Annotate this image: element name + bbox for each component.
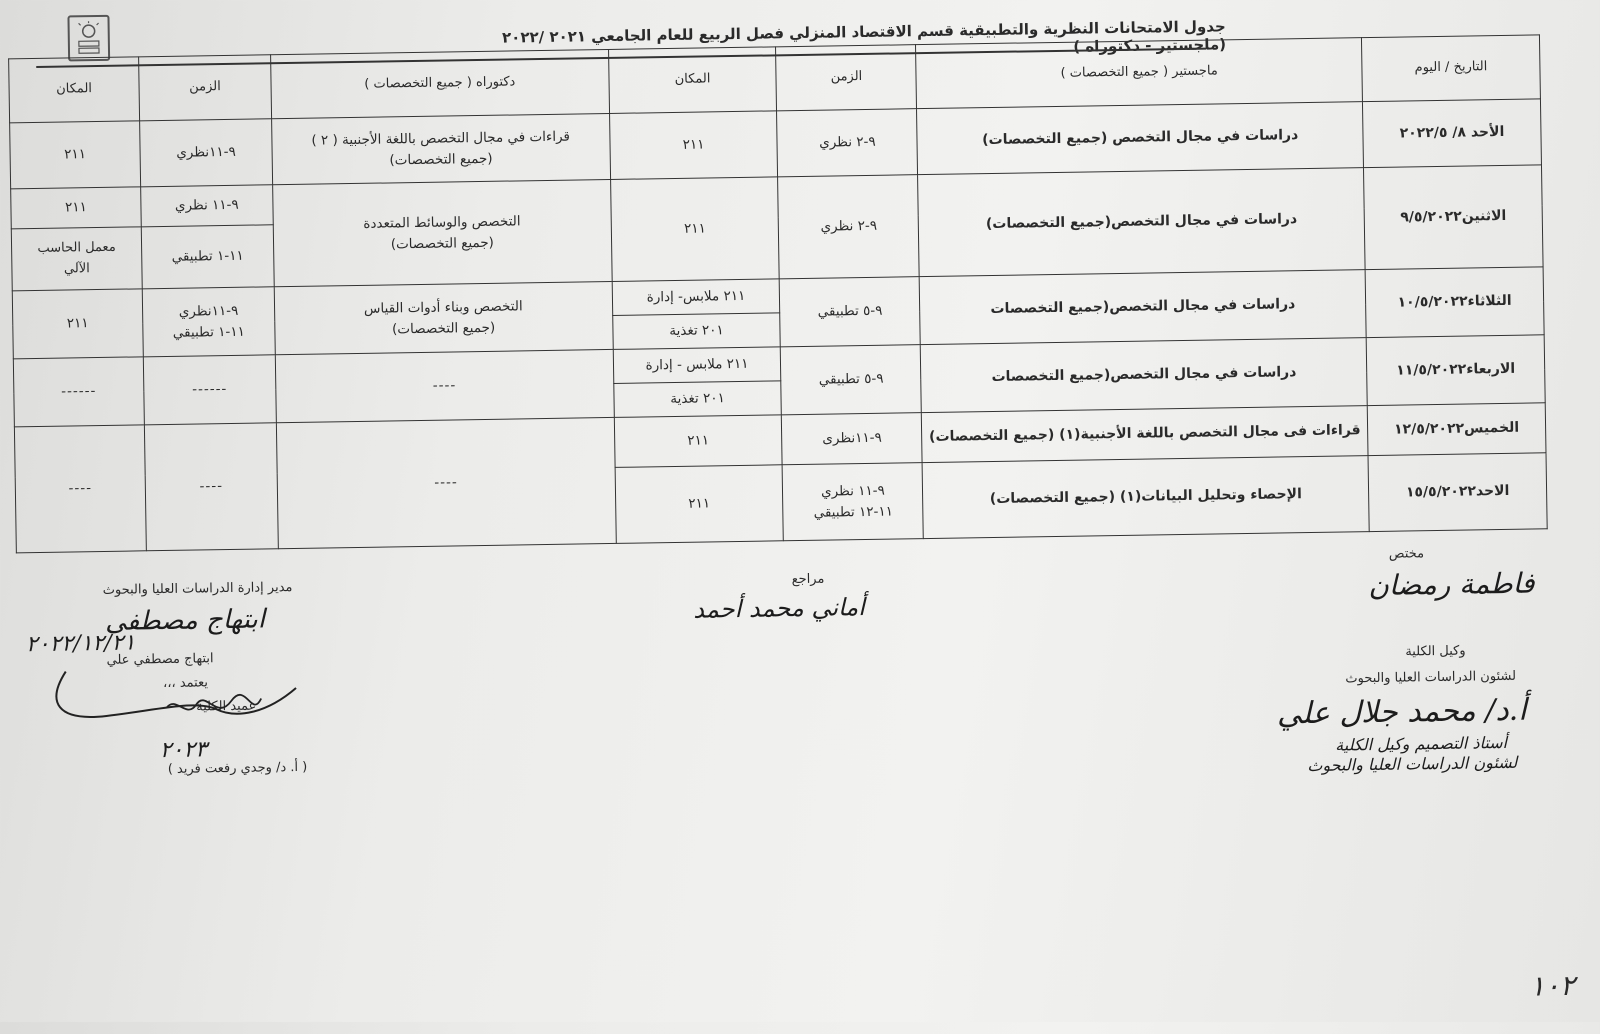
doctorate-course bbox=[274, 281, 613, 354]
masters-time: ٩-٥ تطبيقي bbox=[781, 345, 922, 415]
masters-place: ٢١١ bbox=[615, 465, 784, 544]
director-signature: ابتهاج مصطفى bbox=[105, 604, 265, 637]
masters-time bbox=[783, 463, 924, 541]
header-doctorate-time: الزمن bbox=[139, 55, 272, 121]
document-title: جدول الامتحانات النظرية والتطبيقية قسم الاقتصاد المنزلي فصل الربيع للعام الجامعي ٢٠٢١ /٢٠٢٢ (ماجستير - دكتوراه ) bbox=[496, 17, 1226, 64]
dean-name: ( أ. د/ وجدي رفعت فريد ) bbox=[168, 760, 308, 777]
director-date: ٢٠٢٢/١٢/٢١ bbox=[26, 630, 136, 657]
masters-course: دراسات في مجال التخصص (جميع التخصصات) bbox=[917, 102, 1364, 175]
doctorate-course-line: (جميع التخصصات) bbox=[279, 316, 608, 342]
university-logo-icon bbox=[67, 15, 110, 62]
header-date-day: التاريخ / اليوم bbox=[1361, 35, 1540, 102]
reviewer-signature: أماني محمد أحمد bbox=[693, 593, 865, 624]
doctorate-time: ٩-١١ نظري bbox=[141, 185, 274, 227]
preparer-label: مختص bbox=[1389, 546, 1424, 562]
row-date: الاثنين٩/٥/٢٠٢٢ bbox=[1364, 165, 1544, 270]
preparer-signature: فاطمة رمضان bbox=[1368, 566, 1535, 602]
dean-signature-icon bbox=[46, 658, 307, 742]
masters-course: دراسات في مجال التخصص(جميع التخصصات bbox=[920, 270, 1367, 345]
row-date: الثلاثاء١٠/٥/٢٠٢٢ bbox=[1365, 267, 1544, 338]
masters-course: الإحصاء وتحليل البيانات(١) (جميع التخصصات) bbox=[922, 456, 1369, 539]
doctorate-time: ٩-١١نظري bbox=[140, 119, 273, 187]
time-line: ١١-١٢ تطبيقي bbox=[788, 501, 919, 524]
masters-place: ٢١١ bbox=[609, 111, 778, 180]
masters-place: ٢١١ bbox=[610, 177, 779, 282]
masters-place: ٢٠١ تغذية bbox=[613, 381, 781, 418]
doctorate-course bbox=[271, 113, 610, 184]
page-number: ١٠٢ bbox=[1529, 969, 1575, 1003]
row-date: الاربعاء١١/٥/٢٠٢٢ bbox=[1366, 335, 1545, 406]
doctorate-course: ---- bbox=[275, 349, 614, 422]
doctorate-place: ٢١١ bbox=[12, 289, 143, 359]
doctorate-course-line: (جميع التخصصات) bbox=[278, 231, 607, 257]
vice-dean-stamp-line: لشئون الدراسات العليا والبحوث bbox=[1307, 753, 1517, 775]
row-date: الاحد١٥/٥/٢٠٢٢ bbox=[1368, 453, 1547, 532]
time-line: ٩-١١نظري bbox=[147, 300, 270, 323]
header-masters: ماجستير ( جميع التخصصات ) bbox=[916, 38, 1363, 109]
vice-dean-stamp-line: أستاذ التصميم وكيل الكلية bbox=[1335, 733, 1507, 755]
dean-label: عميد الكلية bbox=[196, 699, 256, 715]
header-masters-place: المكان bbox=[608, 47, 777, 114]
doctorate-course-line: قراءات في مجال التخصص باللغة الأجنبية ( ٢ ) bbox=[276, 126, 605, 152]
dean-date: ٢٠٢٣ bbox=[160, 737, 208, 763]
doctorate-course bbox=[273, 179, 612, 286]
vice-dean-label: وكيل الكلية bbox=[1405, 644, 1466, 660]
masters-time: ٩-١١نظرى bbox=[782, 413, 923, 465]
header-masters-time: الزمن bbox=[776, 45, 917, 111]
doctorate-place: ٢١١ bbox=[10, 121, 141, 189]
masters-course: دراسات في مجال التخصص(جميع التخصصات bbox=[921, 338, 1368, 413]
time-line: ٩-١١ نظري bbox=[787, 480, 918, 503]
doctorate-course-line: (جميع التخصصات) bbox=[276, 147, 605, 173]
reviewer-label: مراجع bbox=[792, 572, 825, 588]
masters-place: ٢١١ bbox=[614, 415, 783, 468]
place-line: الآلي bbox=[16, 258, 137, 280]
masters-course: دراسات في مجال التخصص(جميع التخصصات) bbox=[918, 168, 1365, 277]
row-date: الأحد ٨/ ٢٠٢٢/٥ bbox=[1363, 99, 1542, 168]
time-line: ١١-١ تطبيقي bbox=[147, 321, 270, 344]
exam-schedule-table bbox=[8, 34, 1548, 553]
header-doctorate-place: المكان bbox=[9, 57, 140, 123]
masters-course: قراءات فى مجال التخصص باللغة الأجنبية(١) (جميع التخصصات) bbox=[922, 406, 1368, 463]
doctorate-course-line: التخصص والوسائط المتعددة bbox=[277, 210, 606, 236]
director-label: مدير إدارة الدراسات العليا والبحوث bbox=[103, 580, 293, 598]
doctorate-place bbox=[11, 227, 142, 291]
doctorate-course: ---- bbox=[276, 417, 616, 548]
masters-place: ٢١١ ملابس- إدارة bbox=[612, 279, 780, 316]
doctorate-time bbox=[142, 287, 275, 357]
masters-place: ٢٠١ تغذية bbox=[612, 313, 780, 350]
doctorate-place: ---- bbox=[14, 425, 146, 553]
doctorate-time: ------ bbox=[143, 355, 276, 425]
place-line: معمل الحاسب bbox=[16, 238, 137, 260]
doctorate-place: ٢١١ bbox=[11, 187, 142, 229]
director-name: ابتهاج مصطفي علي bbox=[106, 651, 213, 668]
masters-time: ٩-٢ نظري bbox=[777, 109, 918, 177]
doctorate-time: ---- bbox=[144, 423, 278, 551]
doctorate-time: ١١-١ تطبيقي bbox=[141, 225, 274, 289]
doctorate-course-line: التخصص وبناء أدوات القياس bbox=[279, 295, 608, 321]
masters-place: ٢١١ ملابس - إدارة bbox=[613, 347, 781, 384]
approved-label: يعتمد ،،، bbox=[163, 675, 208, 691]
masters-time: ٩-٥ تطبيقي bbox=[780, 277, 921, 347]
masters-time: ٩-٢ نظري bbox=[778, 175, 920, 279]
doctorate-place: ------ bbox=[13, 357, 144, 427]
row-date: الخميس١٢/٥/٢٠٢٢ bbox=[1367, 403, 1546, 456]
vice-dean-subtitle: لشئون الدراسات العليا والبحوث bbox=[1345, 669, 1516, 687]
vice-dean-signature: أ.د/ محمد جلال علي bbox=[1277, 693, 1527, 732]
header-doctorate: دكتوراه ( جميع التخصصات ) bbox=[270, 49, 609, 118]
